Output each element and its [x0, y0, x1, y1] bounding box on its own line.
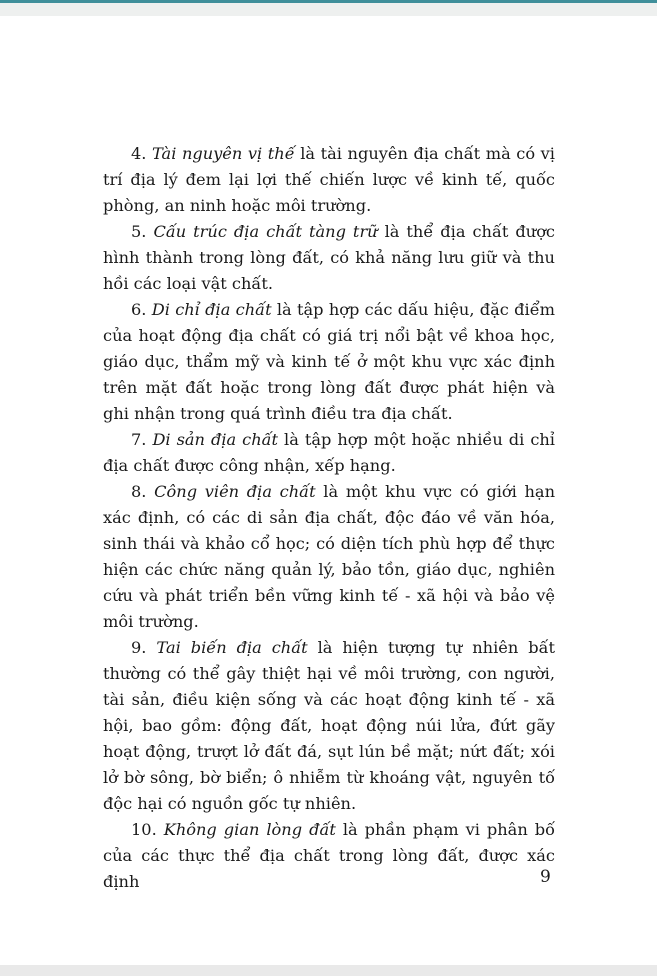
paragraph-item-10: [103, 817, 555, 895]
definition-text: là một khu vực có giới hạn xác định, có các di sản địa chất, độc đáo về văn hóa, sinh thái và khảo cổ học; có diện tích phù hợp để thực hiện các chức năng quản lý, bảo tồn, giáo dục, nghiên cứu và phát triển bền vững kinh tế - xã hội và bảo vệ môi trường.: [103, 482, 555, 631]
top-margin-shade: [0, 3, 657, 16]
defined-term: Tài nguyên vị thế: [152, 144, 295, 163]
item-number: 10.: [131, 820, 164, 839]
definition-text: là tập hợp một hoặc nhiều di chỉ địa chất được công nhận, xếp hạng.: [103, 430, 555, 475]
defined-term: Tai biến địa chất: [156, 638, 308, 657]
defined-term: Cấu trúc địa chất tàng trữ: [153, 222, 378, 241]
page-number: 9: [540, 867, 551, 887]
paragraph-item-9: [103, 635, 555, 817]
page-body: [103, 141, 555, 895]
defined-term: Di chỉ địa chất: [151, 300, 272, 319]
paragraph-item-4: [103, 141, 555, 219]
item-number: 4.: [131, 144, 153, 163]
paragraph-item-7: [103, 427, 555, 479]
definition-text: là tập hợp các dấu hiệu, đặc điểm của hoạt động địa chất có giá trị nổi bật về khoa học, giáo dục, thẩm mỹ và kinh tế ở một khu vực xác định trên mặt đất hoặc trong lòng đất được phát hiện và ghi nhận trong quá trình điều tra địa chất.: [103, 300, 556, 423]
item-number: 5.: [131, 222, 154, 241]
definition-text: là thể địa chất được hình thành trong lòng đất, có khả năng lưu giữ và thu hồi các loại vật chất.: [103, 222, 556, 293]
definition-text: là hiện tượng tự nhiên bất thường có thể gây thiệt hại về môi trường, con người, tài sản, điều kiện sống và các hoạt động kinh tế - xã hội, bao gồm: động đất, hoạt động núi lửa, đứt gãy hoạt động, trượt lở đất đá, sụt lún bề mặt; nứt đất; xói lở bờ sông, bờ biển; ô nhiễm từ khoáng vật, nguyên tố độc hại có nguồn gốc tự nhiên.: [103, 638, 555, 813]
defined-term: Không gian lòng đất: [163, 820, 336, 839]
defined-term: Công viên địa chất: [154, 482, 316, 501]
item-number: 8.: [131, 482, 155, 501]
definition-text: là tài nguyên địa chất mà có vị trí địa lý đem lại lợi thế chiến lược về kinh tế, quốc phòng, an ninh hoặc môi trường.: [103, 144, 555, 215]
paragraph-item-6: [103, 297, 555, 427]
definition-text: là phần phạm vi phân bố của các thực thể địa chất trong lòng đất, được xác định: [103, 820, 556, 891]
paragraph-item-8: [103, 479, 555, 635]
item-number: 9.: [131, 638, 157, 657]
item-number: 7.: [131, 430, 153, 449]
defined-term: Di sản địa chất: [152, 430, 279, 449]
paragraph-item-5: [103, 219, 555, 297]
bottom-margin-shade: [0, 965, 657, 976]
item-number: 6.: [131, 300, 152, 319]
